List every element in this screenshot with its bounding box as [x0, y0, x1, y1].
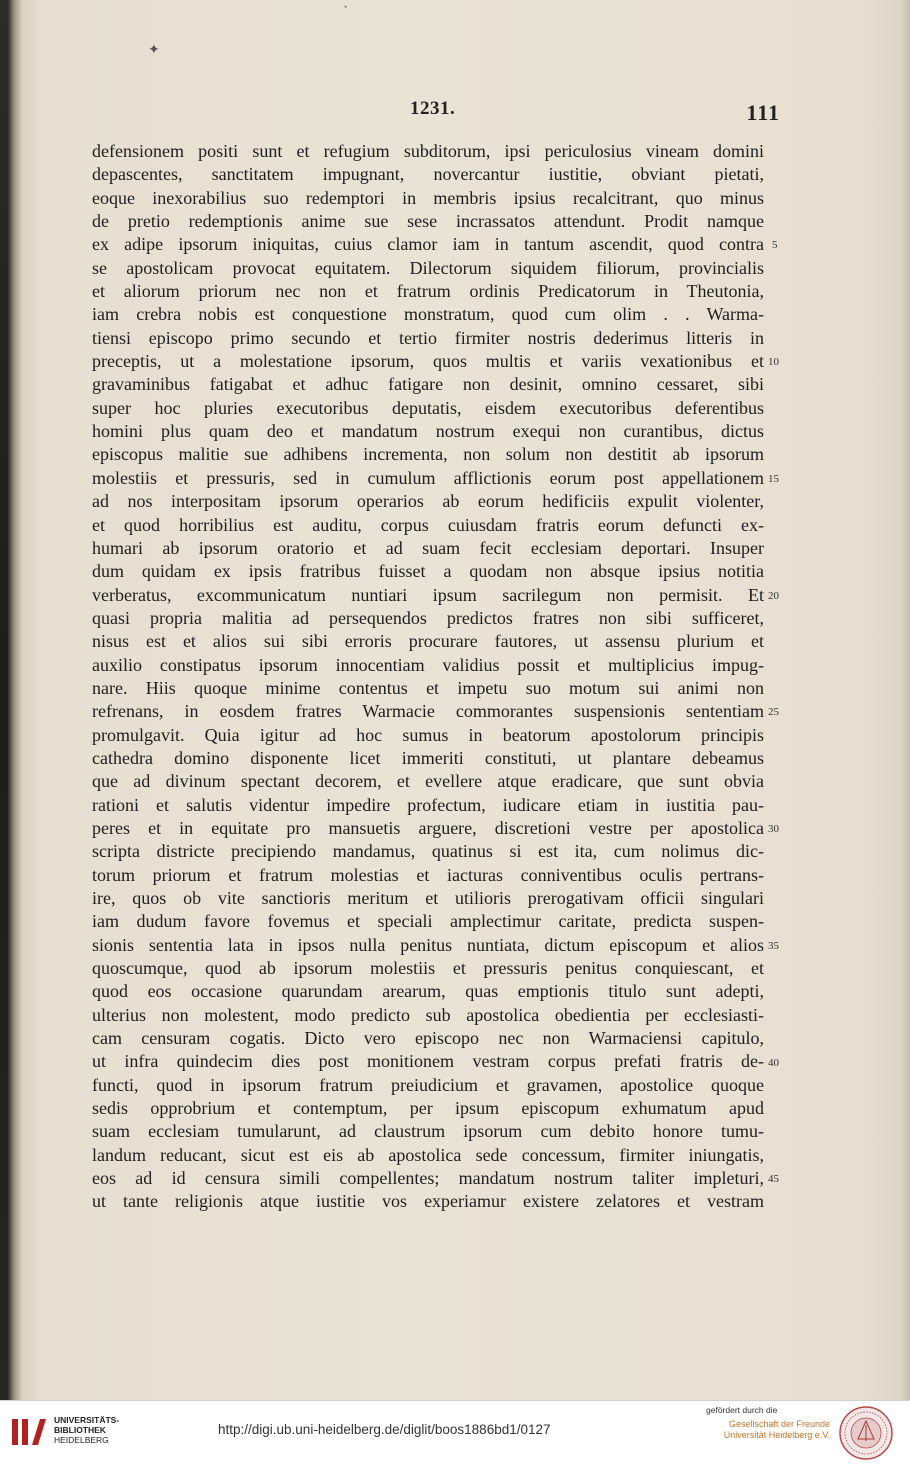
text-line: gravaminibus fatigabat et adhuc fatigare non desinit, omnino cessaret, sibi [92, 374, 764, 395]
text-line: se apostolicam provocat equitatem. Dilectorum siquidem filiorum, provincialis [92, 257, 764, 278]
margin-line-number: 35 [768, 939, 779, 952]
sponsor-name [704, 1419, 830, 1441]
margin-line-number: 20 [768, 589, 779, 602]
text-line: quasi propria malitia ad persequendos predictos fratres non sibi sufficeret, [92, 607, 764, 628]
text-line: suam ecclesiam tumularunt, ad claustrum ipsorum cum debito honore tumu- [92, 1121, 764, 1142]
text-line: ex adipe ipsorum iniquitas, cuius clamor iam in tantum ascendit, quod contra [92, 234, 764, 255]
ink-speck: ˺ [343, 4, 348, 19]
text-line: que ad divinum spectant decorem, et evellere atque eradicare, que sunt obvia [92, 771, 764, 792]
text-line: ut tante religionis atque iustitie vos experiamur existere zelatores et vestram [92, 1191, 764, 1212]
text-line: rationi et salutis videntur impedire profectum, iudicare etiam in iustitia pau- [92, 794, 764, 815]
text-line: defensionem positi sunt et refugium subditorum, ipsi periculosius vineam domini [92, 141, 764, 161]
page-number: 111 [746, 100, 780, 125]
text-line: cathedra domino disponente licet immeriti constituti, ut plantare debeamus [92, 747, 764, 768]
margin-line-number: 40 [768, 1056, 779, 1069]
text-line: ire, quos ob vite sanctioris meritum et utilioris prerogativam officii singulari [92, 888, 764, 908]
margin-line-number: 25 [768, 706, 779, 719]
text-line: ut infra quindecim dies post monitionem vestram corpus prefati fratris de- [92, 1051, 764, 1072]
sponsor-name-line: Universität Heidelberg e.V. [723, 1430, 830, 1440]
text-line: molestiis et pressuris, sed in cumulum afflictionis eorum post appellationem [92, 467, 764, 488]
text-line: episcopus malitie sue adhibens incrementa, non solum non destitit ab ipsorum [92, 444, 764, 465]
text-line: iam dudum favore fovemus et speciali amplectimur caritate, predicta suspen- [92, 911, 764, 932]
text-line: ad nos interpositam ipsorum operarios ab eorum hedificiis expulit violenter, [92, 491, 764, 512]
text-line: sionis sententia lata in ipsos nulla penitus nuntiata, dictum episcopum et alios [92, 934, 764, 955]
margin-line-number: 30 [768, 823, 779, 836]
margin-line-number: 15 [768, 472, 779, 485]
text-line: eos ad id censura simili compellentes; mandatum nostrum taliter impleturi, [92, 1168, 764, 1189]
text-line: verberatus, excommunicatum nuntiari ipsum sacrilegum non permisit. Et [92, 584, 764, 605]
library-name [54, 1415, 119, 1445]
text-line: dum quidam ex ipsis fratribus fuisset a quodam non absque ipsius notitia [92, 561, 764, 582]
text-line: nare. Hiis quoque minime contentus et impetu suo motum sui animi non [92, 677, 764, 698]
text-line: peres et in equitate pro mansuetis arguere, discretioni vestre per apostolica [92, 817, 764, 838]
text-line: preceptis, ut a molestatione ipsorum, quos multis et variis vexationibus et [92, 351, 764, 372]
university-library-logo-icon [10, 1411, 50, 1451]
text-line: et quod horribilius est auditu, corpus cuiusdam fratris eorum defuncti ex- [92, 514, 764, 535]
university-seal-icon [836, 1405, 896, 1461]
text-line: landum reducant, sicut est eis ab apostolica sede concessum, firmiter iniungatis, [92, 1144, 764, 1165]
ink-speck: ✦ [148, 43, 160, 58]
text-line: scripta districte precipiendo mandamus, quatinus si est ita, cum nolimus dic- [92, 841, 764, 862]
text-line: iam crebra nobis est conquestione monstratum, quod cum olim . . Warma- [92, 304, 764, 325]
book-spine-shadow [0, 0, 8, 1400]
text-line: de pretio redemptionis anime sue sese incrassatos attendunt. Prodit namque [92, 211, 764, 232]
text-line: eoque inexorabilius suo redemptori in membris ipsius recalcitrant, quo minus [92, 187, 764, 208]
sponsor-name-line: Gesellschaft der Freunde [728, 1419, 830, 1429]
footer-bar [0, 1400, 910, 1466]
text-line: tiensi episcopo primo secundo et tertio firmiter nostris dederimus litteris in [92, 327, 764, 348]
body-text [92, 140, 764, 1214]
library-name-line: UNIVERSITÄTS- [54, 1415, 120, 1425]
text-line: sedis opprobrium et contemptum, per ipsum episcopum exhumatum apud [92, 1098, 764, 1119]
sponsor-block [704, 1405, 830, 1441]
text-line: super hoc pluries executoribus deputatis, eisdem executoribus deferentibus [92, 397, 764, 418]
header-year: 1231. [410, 98, 456, 119]
text-line: humari ab ipsorum oratorio et ad suam fecit ecclesiam deportari. Insuper [92, 537, 764, 558]
text-line: functi, quod in ipsorum fratrum preiudicium et gravamen, apostolice quoque [92, 1074, 764, 1095]
text-line: cam censuram cogatis. Dicto vero episcopo nec non Warmaciensi capitulo, [92, 1028, 764, 1049]
text-line: refrenans, in eosdem fratres Warmacie commorantes suspensionis sententiam [92, 701, 764, 722]
library-name-line: BIBLIOTHEK [54, 1425, 106, 1435]
text-line: quod eos occasione quarundam arearum, quas emptionis titulo sunt adepti, [92, 981, 764, 1002]
margin-line-number: 10 [768, 356, 779, 369]
text-line: homini plus quam deo et mandatum nostrum exequi non curantibus, dictus [92, 421, 764, 442]
margin-line-number: 45 [768, 1173, 779, 1186]
text-line: ulterius non molestent, modo predicto sub apostolica obedientia per ecclesiasti- [92, 1004, 764, 1025]
text-line: et aliorum priorum nec non et fratrum ordinis Predicatorum in Theutonia, [92, 281, 764, 302]
library-name-line: HEIDELBERG [54, 1435, 109, 1445]
text-line: quoscumque, quod ab ipsorum molestiis et pressuris penitus conquiescant, et [92, 958, 764, 979]
sponsor-intro: gefördert durch die [706, 1405, 778, 1415]
text-line: promulgavit. Quia igitur ad hoc sumus in beatorum apostolorum principis [92, 724, 764, 745]
text-line: depascentes, sanctitatem impugnant, novercantur iustitie, obviant pietati, [92, 164, 764, 185]
page-header [92, 96, 780, 126]
text-line: nisus est et alios sui sibi erroris procurare fautores, ut assensu plurium et [92, 631, 764, 652]
text-line: auxilio constipatus ipsorum innocentiam validius possit et multiplicius impug- [92, 654, 764, 675]
text-line: torum priorum et fratrum molestias et iacturas conniventibus oculis pertrans- [92, 864, 764, 885]
permalink-url[interactable]: http://digi.ub.uni-heidelberg.de/diglit/boos1886bd1/0127 [218, 1422, 551, 1437]
margin-line-number: 5 [772, 239, 778, 252]
